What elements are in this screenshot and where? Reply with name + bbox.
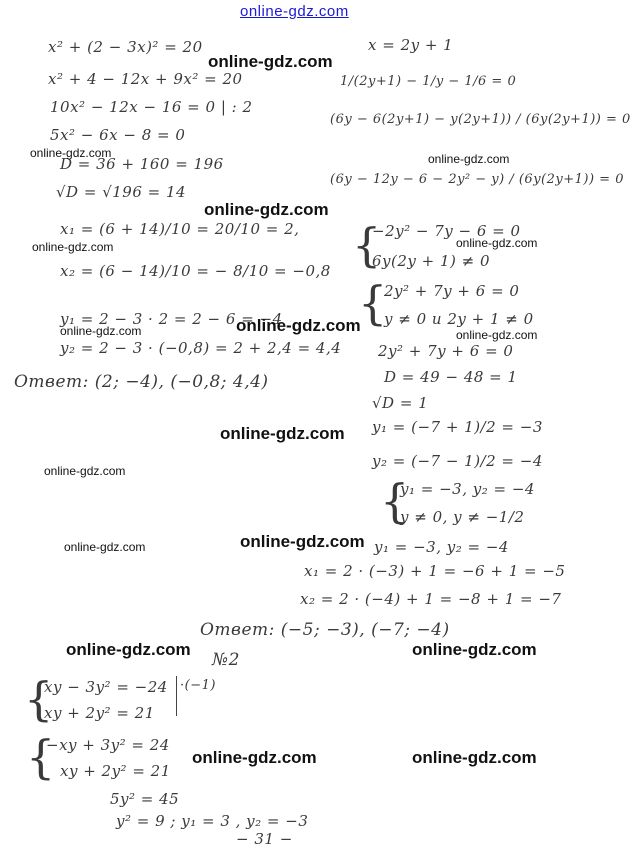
math-line: y₁ = −3, y₂ = −4 [400, 480, 535, 498]
problem-number: №2 [212, 650, 240, 670]
system-brace: { [380, 474, 410, 528]
multiplier-note: ·(−1) [180, 678, 216, 693]
math-line: y₂ = 2 − 3 · (−0,8) = 2 + 2,4 = 4,4 [60, 339, 342, 357]
watermark: online-gdz.com [456, 328, 538, 342]
math-line: x₂ = (6 − 14)/10 = − 8/10 = −0,8 [60, 262, 331, 280]
math-line: √D = √196 = 14 [56, 183, 187, 201]
math-line: 6y(2y + 1) ≠ 0 [372, 252, 491, 270]
answer-line: Ответ: (−5; −3), (−7; −4) [200, 620, 450, 640]
math-line: 5x² − 6x − 8 = 0 [50, 126, 186, 144]
math-line: D = 36 + 160 = 196 [60, 155, 224, 173]
math-line: 2y² + 7y + 6 = 0 [378, 342, 514, 360]
math-line: y₁ = −3, y₂ = −4 [374, 538, 509, 556]
watermark: online-gdz.com [240, 532, 365, 551]
math-line: (6y − 12y − 6 − 2y² − y) / (6y(2y+1)) = 0 [330, 172, 624, 187]
system-brace: { [358, 276, 388, 330]
math-line: y ≠ 0, y ≠ −1/2 [400, 508, 525, 526]
watermark: online-gdz.com [60, 324, 142, 338]
watermark: online-gdz.com [208, 52, 333, 71]
math-line: 1/(2y+1) − 1/y − 1/6 = 0 [340, 74, 517, 89]
watermark: online-gdz.com [456, 236, 538, 250]
math-line: y² = 9 ; y₁ = 3 , y₂ = −3 [116, 812, 309, 830]
math-line: −2y² − 7y − 6 = 0 [372, 222, 521, 240]
math-line: (6y − 6(2y+1) − y(2y+1)) / (6y(2y+1)) = 0 [330, 112, 631, 127]
math-line: x = 2y + 1 [368, 36, 454, 54]
math-line: y₁ = (−7 + 1)/2 = −3 [372, 418, 543, 436]
math-line: xy − 3y² = −24 [44, 678, 168, 696]
watermark: online-gdz.com [204, 200, 329, 219]
watermark: online-gdz.com [220, 424, 345, 443]
math-line: x₂ = 2 · (−4) + 1 = −8 + 1 = −7 [300, 590, 562, 608]
watermark: online-gdz.com [66, 640, 191, 659]
math-line: xy + 2y² = 21 [60, 762, 171, 780]
page-number: − 31 − [236, 830, 293, 848]
math-line: 5y² = 45 [110, 790, 180, 808]
math-line: y ≠ 0 и 2y + 1 ≠ 0 [384, 310, 534, 328]
system-brace: { [26, 730, 56, 784]
watermark: online-gdz.com [32, 240, 114, 254]
math-line: x² + 4 − 12x + 9x² = 20 [48, 70, 243, 88]
math-line: −xy + 3y² = 24 [46, 736, 170, 754]
watermark: online-gdz.com [192, 748, 317, 767]
math-line: 2y² + 7y + 6 = 0 [384, 282, 520, 300]
watermark: online-gdz.com [412, 640, 537, 659]
math-line: y₂ = (−7 − 1)/2 = −4 [372, 452, 543, 470]
watermark-top-link[interactable]: online-gdz.com [240, 3, 349, 20]
watermark: online-gdz.com [412, 748, 537, 767]
multiplier-bar [176, 676, 177, 716]
system-brace: { [24, 672, 54, 726]
watermark: online-gdz.com [236, 316, 361, 335]
math-line: x₁ = 2 · (−3) + 1 = −6 + 1 = −5 [304, 562, 566, 580]
answer-line: Ответ: (2; −4), (−0,8; 4,4) [14, 372, 269, 392]
watermark: online-gdz.com [64, 540, 146, 554]
watermark: online-gdz.com [30, 146, 112, 160]
watermark: online-gdz.com [428, 152, 510, 166]
system-brace: { [352, 218, 382, 272]
math-line: xy + 2y² = 21 [44, 704, 155, 722]
math-line: √D = 1 [372, 394, 429, 412]
math-line: y₁ = 2 − 3 · 2 = 2 − 6 = −4 [60, 310, 283, 328]
math-line: D = 49 − 48 = 1 [384, 368, 518, 386]
math-line: 10x² − 12x − 16 = 0 | : 2 [50, 98, 253, 116]
math-line: x² + (2 − 3x)² = 20 [48, 38, 203, 56]
math-line: x₁ = (6 + 14)/10 = 20/10 = 2, [60, 220, 300, 238]
watermark: online-gdz.com [44, 464, 126, 478]
